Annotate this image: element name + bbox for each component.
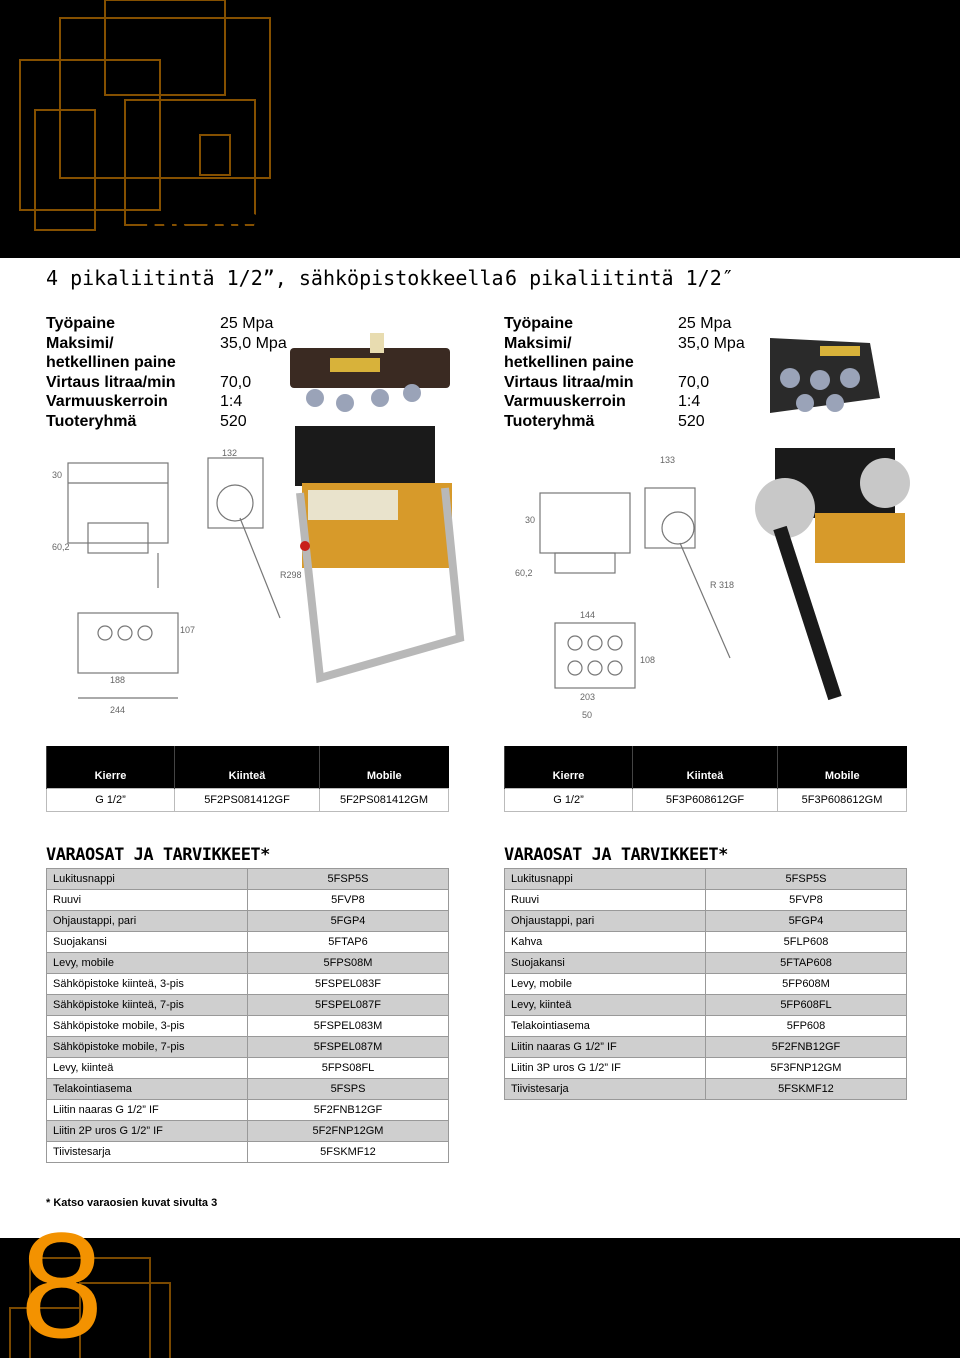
spec-row: hetkellinen paine	[504, 354, 634, 371]
part-name-cell: Lukitusnappi	[505, 869, 706, 890]
svg-text:203: 203	[580, 692, 596, 702]
table-row	[47, 789, 449, 812]
part-code-cell: 5F2FNB12GF	[248, 1100, 449, 1121]
part-code-cell: 5FSPS	[248, 1079, 449, 1100]
table-row	[505, 789, 907, 812]
parts-title-ps08: VARAOSAT JA TARVIKKEET*	[46, 845, 270, 865]
svg-text:60,2: 60,2	[52, 542, 70, 552]
column-header: Mobile	[320, 746, 449, 789]
part-name-cell: Tiivistesarja	[47, 1142, 248, 1163]
spec-row: Virtaus litraa/min 70,0	[46, 373, 252, 391]
svg-text:107: 107	[180, 625, 196, 635]
part-name-cell: Levy, kiinteä	[505, 995, 706, 1016]
part-name-cell: Levy, mobile	[47, 953, 248, 974]
svg-text:60,2: 60,2	[515, 568, 533, 578]
table-row	[47, 995, 449, 1016]
part-code-cell: 5FP608M	[706, 974, 907, 995]
table-row	[505, 974, 907, 995]
part-name-cell: Ohjaustappi, pari	[505, 911, 706, 932]
part-code-cell: 5FSKMF12	[706, 1079, 907, 1100]
table-row	[47, 1121, 449, 1142]
p608-product-illustration	[500, 318, 920, 723]
table-cell: 5F3P608612GM	[778, 789, 907, 812]
table-row	[47, 1079, 449, 1100]
table-row	[505, 1016, 907, 1037]
part-name-cell: Lukitusnappi	[47, 869, 248, 890]
part-name-cell: Liitin naaras G 1/2” IF	[505, 1037, 706, 1058]
table-row	[505, 995, 907, 1016]
technical-drawing-bottom	[555, 610, 655, 720]
part-name-cell: Ohjaustappi, pari	[47, 911, 248, 932]
part-code-cell: 5F3FNP12GM	[706, 1058, 907, 1079]
subtitle-ps08: 4 pikaliitintä 1/2”, sähköpistokkeella	[46, 266, 504, 290]
part-code-cell: 5FSP5S	[248, 869, 449, 890]
docking-station-image	[755, 448, 910, 698]
svg-text:50: 50	[582, 710, 593, 720]
technical-drawing-front	[515, 493, 630, 578]
spec-row: Tuoteryhmä 520	[504, 412, 705, 430]
part-name-cell: Sähköpistoke kiinteä, 3-pis	[47, 974, 248, 995]
column-header: Kierre	[505, 746, 633, 789]
svg-text:188: 188	[110, 675, 126, 685]
part-code-cell: 5FTAP608	[706, 953, 907, 974]
part-name-cell: Suojakansi	[47, 932, 248, 953]
part-code-cell: 5FSPEL087F	[248, 995, 449, 1016]
code-table-header	[47, 746, 449, 789]
table-cell: 5F3P608612GF	[633, 789, 778, 812]
part-code-cell: 5FP608FL	[706, 995, 907, 1016]
svg-text:30: 30	[525, 515, 536, 525]
part-code-cell: 5FLP608	[706, 932, 907, 953]
svg-text:R298: R298	[280, 570, 302, 580]
part-code-cell: 5FTAP6	[248, 932, 449, 953]
footnote: * Katso varaosien kuvat sivulta 3	[46, 1197, 218, 1209]
part-code-cell: 5FGP4	[706, 911, 907, 932]
table-row	[47, 1058, 449, 1079]
part-code-cell: 5FPS08M	[248, 953, 449, 974]
part-name-cell: Telakointiasema	[505, 1016, 706, 1037]
table-row	[505, 869, 907, 890]
technical-drawing-front	[52, 463, 168, 588]
spec-row: Varmuuskerroin 1:4	[504, 393, 701, 410]
column-header: Kiinteä	[175, 746, 320, 789]
table-row	[505, 932, 907, 953]
part-code-cell: 5FSKMF12	[248, 1142, 449, 1163]
part-code-cell: 5F2FNB12GF	[706, 1037, 907, 1058]
table-row	[47, 1142, 449, 1163]
model-title-p608: P608	[505, 205, 627, 265]
table-cell: 5F2PS081412GM	[320, 789, 449, 812]
table-row	[47, 1016, 449, 1037]
part-code-cell: 5FPS08FL	[248, 1058, 449, 1079]
part-code-cell: 5FP608	[706, 1016, 907, 1037]
table-row	[47, 911, 449, 932]
parts-table-p608	[504, 868, 907, 1100]
part-code-cell: 5FSPEL087M	[248, 1037, 449, 1058]
part-code-cell: 5FVP8	[248, 890, 449, 911]
parts-title-p608: VARAOSAT JA TARVIKKEET*	[504, 845, 728, 865]
column-header: Kiinteä	[633, 746, 778, 789]
code-table-header	[505, 746, 907, 789]
part-name-cell: Telakointiasema	[47, 1079, 248, 1100]
column-header: Mobile	[778, 746, 907, 789]
ps08-product-illustration	[40, 318, 480, 718]
table-row	[47, 932, 449, 953]
part-code-cell: 5FVP8	[706, 890, 907, 911]
part-code-cell: 5FSP5S	[706, 869, 907, 890]
model-title-ps08: PS08	[143, 205, 265, 265]
coupler-block-image	[770, 338, 880, 413]
table-row	[47, 974, 449, 995]
table-row	[47, 953, 449, 974]
table-row	[47, 1100, 449, 1121]
table-row	[505, 890, 907, 911]
subtitle-p608: 6 pikaliitintä 1/2″	[505, 266, 734, 290]
spec-row: hetkellinen paine	[46, 354, 176, 371]
part-name-cell: Ruuvi	[47, 890, 248, 911]
part-name-cell: Sähköpistoke mobile, 3-pis	[47, 1016, 248, 1037]
spec-row: Virtaus litraa/min 70,0	[504, 373, 710, 391]
part-code-cell: 5FSPEL083F	[248, 974, 449, 995]
code-table-p608	[504, 746, 907, 812]
spec-row: Maksimi/ 35,0 Mpa	[504, 334, 745, 352]
docking-station-image	[295, 426, 460, 678]
spec-row: Työpaine 25 Mpa	[46, 315, 274, 332]
table-row	[47, 869, 449, 890]
technical-drawing-bottom	[78, 613, 195, 715]
coupler-block-image	[290, 333, 450, 412]
part-name-cell: Liitin 2P uros G 1/2” IF	[47, 1121, 248, 1142]
table-row	[505, 1037, 907, 1058]
page-number: 8	[20, 1201, 104, 1369]
spec-row: Tuoteryhmä 520	[46, 412, 247, 430]
table-cell: 5F2PS081412GF	[175, 789, 320, 812]
part-name-cell: Ruuvi	[505, 890, 706, 911]
parts-table-ps08	[46, 868, 449, 1163]
technical-drawing-side	[645, 455, 734, 658]
table-row	[47, 890, 449, 911]
table-row	[505, 1079, 907, 1100]
part-name-cell: Levy, kiinteä	[47, 1058, 248, 1079]
table-cell: G 1/2”	[47, 789, 175, 812]
svg-text:R 318: R 318	[710, 580, 735, 590]
svg-text:144: 144	[580, 610, 596, 620]
part-name-cell: Sähköpistoke kiinteä, 7-pis	[47, 995, 248, 1016]
part-name-cell: Kahva	[505, 932, 706, 953]
column-header: Kierre	[47, 746, 175, 789]
part-name-cell: Sähköpistoke mobile, 7-pis	[47, 1037, 248, 1058]
svg-text:133: 133	[660, 455, 676, 465]
part-name-cell: Liitin 3P uros G 1/2” IF	[505, 1058, 706, 1079]
table-row	[47, 1037, 449, 1058]
svg-text:244: 244	[110, 705, 126, 715]
spec-row: Työpaine 25 Mpa	[504, 315, 732, 332]
part-code-cell: 5FGP4	[248, 911, 449, 932]
part-name-cell: Liitin naaras G 1/2” IF	[47, 1100, 248, 1121]
table-row	[505, 1058, 907, 1079]
part-code-cell: 5FSPEL083M	[248, 1016, 449, 1037]
svg-text:132: 132	[222, 448, 238, 458]
table-cell: G 1/2”	[505, 789, 633, 812]
part-name-cell: Suojakansi	[505, 953, 706, 974]
technical-drawing-side	[208, 448, 302, 618]
svg-text:30: 30	[52, 470, 63, 480]
spec-row: Varmuuskerroin 1:4	[46, 393, 243, 410]
spec-row: Maksimi/ 35,0 Mpa	[46, 334, 287, 352]
code-table-ps08	[46, 746, 449, 812]
part-name-cell: Levy, mobile	[505, 974, 706, 995]
part-code-cell: 5F2FNP12GM	[248, 1121, 449, 1142]
part-name-cell: Tiivistesarja	[505, 1079, 706, 1100]
svg-text:108: 108	[640, 655, 656, 665]
table-row	[505, 953, 907, 974]
table-row	[505, 911, 907, 932]
